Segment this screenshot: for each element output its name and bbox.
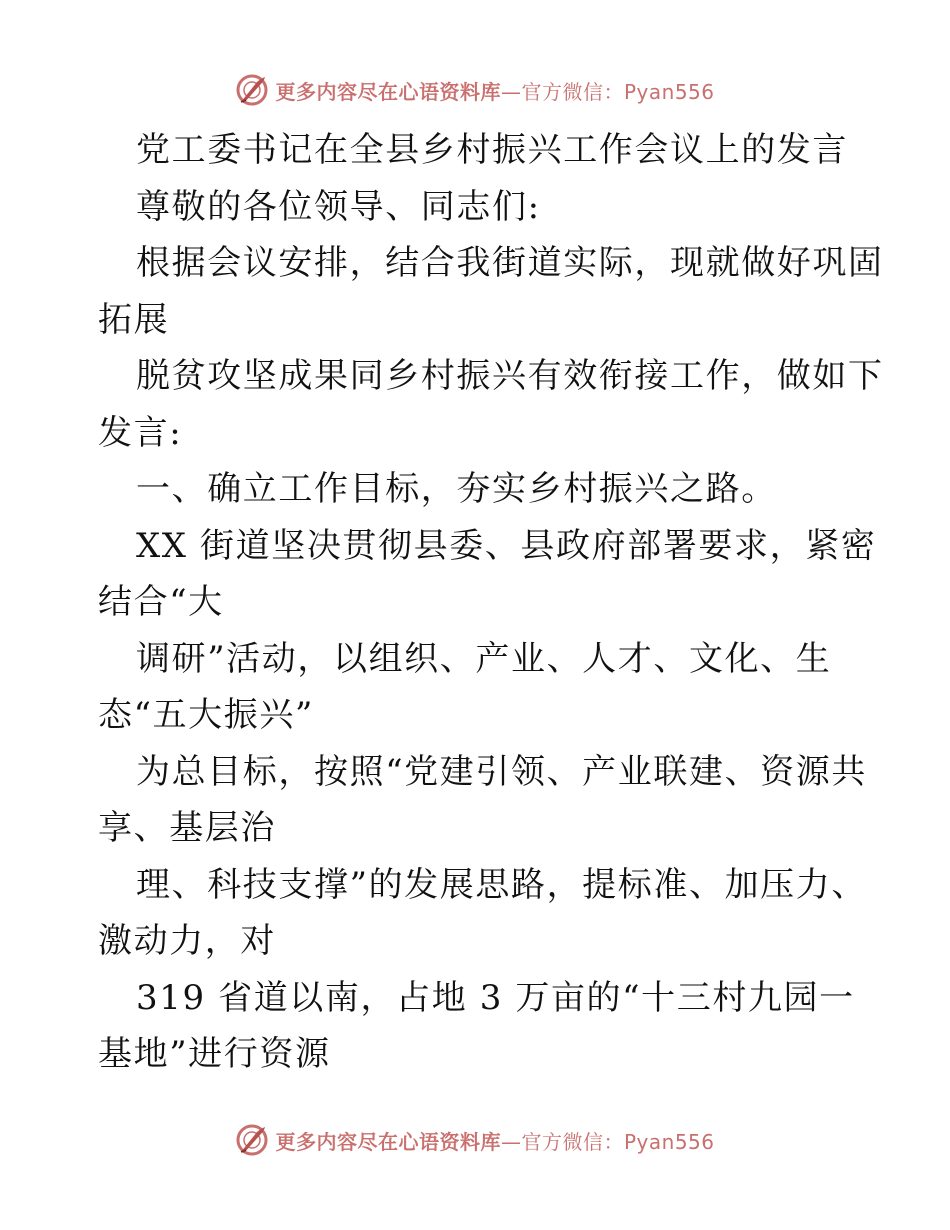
paragraph-line: 基地”进行资源 [98, 1034, 331, 1074]
paragraph-line: 319 省道以南，占地 3 万亩的“十三村九园一 [136, 977, 855, 1018]
header-watermark [0, 70, 950, 110]
watermark-official-label: 官方微信： [521, 79, 624, 104]
watermark-separator: — [500, 1129, 522, 1154]
paragraph-line: 发言: [98, 412, 183, 453]
paragraph-line: 理、科技支撑”的发展思路，提标准、加压力、 [136, 864, 867, 905]
paragraph-line: 结合“大 [98, 582, 224, 622]
section-heading: 一、确立工作目标，夯实乡村振兴之路。 [136, 469, 777, 509]
watermark-separator: — [500, 79, 522, 104]
paragraph-line: 享、基层治 [98, 808, 276, 848]
paragraph-line: 脱贫攻坚成果同乡村振兴有效衔接工作，做如下 [136, 356, 884, 396]
watermark-wechat-id: Pyan556 [623, 1129, 715, 1154]
watermark-text [275, 76, 714, 105]
watermark-official-label: 官方微信： [521, 1129, 624, 1154]
quill-pen-logo-icon [235, 73, 269, 107]
document-title: 党工委书记在全县乡村振兴工作会议上的发言 [136, 130, 848, 170]
paragraph-line: 根据会议安排，结合我街道实际，现就做好巩固 [136, 243, 884, 283]
quill-pen-logo-icon [235, 1123, 269, 1157]
salutation: 尊敬的各位领导、同志们: [136, 186, 541, 227]
paragraph-line: 调研”活动，以组织、产业、人才、文化、生 [136, 638, 832, 679]
paragraph-line: 为总目标，按照“党建引领、产业联建、资源共 [136, 751, 867, 792]
paragraph-line: 激动力，对 [98, 921, 276, 961]
watermark-wechat-id: Pyan556 [623, 79, 715, 104]
footer-watermark [0, 1120, 950, 1160]
paragraph-line: 态“五大振兴” [98, 695, 314, 735]
watermark-text [275, 1126, 714, 1155]
paragraph-line: XX 街道坚决贯彻县委、县政府部署要求，紧密 [136, 525, 877, 566]
paragraph-line: 拓展 [98, 299, 170, 340]
document-body [98, 122, 884, 1083]
watermark-brand: 更多内容尽在心语资料库 [275, 79, 501, 104]
watermark-brand: 更多内容尽在心语资料库 [275, 1129, 501, 1154]
